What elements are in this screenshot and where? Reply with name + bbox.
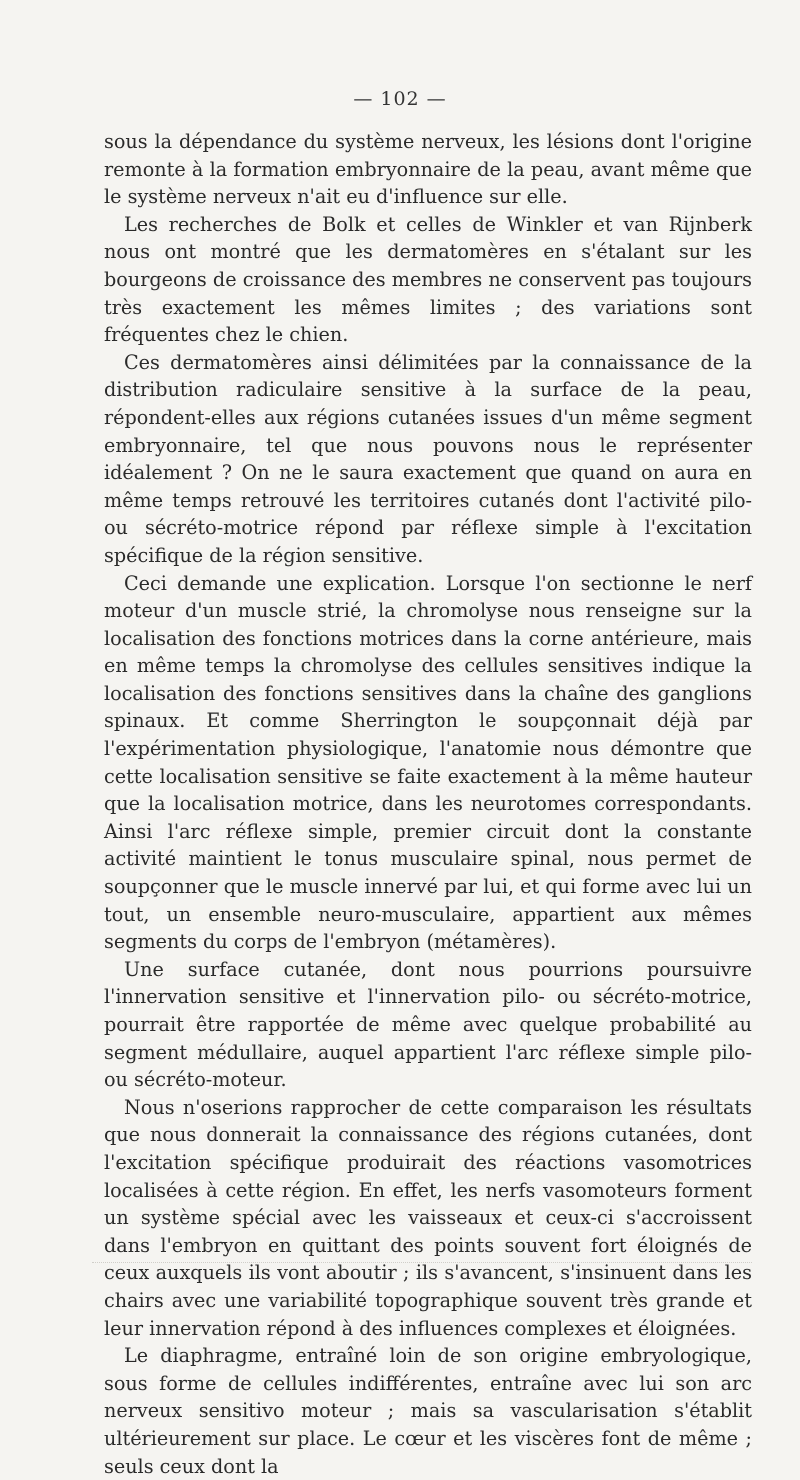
paragraph-6: Nous n'oserions rapprocher de cette comparaison les résultats que nous donnerait la connaissance des régions cutanées, dont l'excitation spécifique produirait des réactions vasomotrices localisées à cette région. En effet, les nerfs vasomoteurs forment un système spécial avec les vaisseaux et ceux-ci s'accroissent dans l'embryon en quittant des points souvent fort éloignés de ceux auxquels ils vont aboutir ; ils s'avancent, s'insinuent dans les chairs avec une variabilité topographique souvent très grande et leur innervation répond à des influences complexes et éloignées. — [104, 1095, 752, 1340]
body-text — [104, 128, 752, 1480]
paragraph-3: Ces dermatomères ainsi délimitées par la connaissance de la distribution radiculaire sensitive à la surface de la peau, répondent-elles aux régions cutanées issues d'un même segment embryonnaire, tel que nous pouvons nous le représenter idéalement ? On ne le saura exactement que quand on aura en même temps retrouvé les territoires cutanés dont l'activité pilo- ou sécréto-motrice répond par réflexe simple à l'excitation spécifique de la région sensitive. — [104, 350, 752, 567]
paragraph-5: Une surface cutanée, dont nous pourrions poursuivre l'innervation sensitive et l'innervation pilo- ou sécréto-motrice, pourrait être rapportée de même avec quelque probabilité au segment médullaire, auquel appartient l'arc réflexe simple pilo- ou sécréto-moteur. — [104, 957, 752, 1092]
paragraph-4: Ceci demande une explication. Lorsque l'on sectionne le nerf moteur d'un muscle strié, la chromolyse nous renseigne sur la localisation des fonctions motrices dans la corne antérieure, mais en même temps la chromolyse des cellules sensitives indique la localisation des fonctions sensitives dans la chaîne des ganglions spinaux. Et comme Sherrington le soupçonnait déjà par l'expérimentation physiologique, l'anatomie nous démontre que cette localisation sensitive se faite exactement à la même hauteur que la localisation motrice, dans les neurotomes correspondants. Ainsi l'arc réflexe simple, premier circuit dont la constante activité maintient le tonus musculaire spinal, nous permet de soupçonner que le muscle innervé par lui, et qui forme avec lui un tout, un ensemble neuro-musculaire, appartient aux mêmes segments du corps de l'embryon (métamères). — [104, 571, 752, 954]
paragraph-2: Les recherches de Bolk et celles de Winkler et van Rijnberk nous ont montré que les dermatomères en s'étalant sur les bourgeons de croissance des membres ne conservent pas toujours très exactement les mêmes limites ; des variations sont fréquentes chez le chien. — [104, 212, 752, 347]
footer-rule — [92, 1262, 752, 1263]
page-number: — 102 — — [353, 88, 447, 110]
paragraph-7: Le diaphragme, entraîné loin de son origine embryologique, sous forme de cellules indifférentes, entraîne avec lui son arc nerveux sensitivo moteur ; mais sa vascularisation s'établit ultérieurement sur place. Le cœur et les viscères font de même ; seuls ceux dont la — [104, 1344, 752, 1478]
paragraph-1: sous la dépendance du système nerveux, les lésions dont l'origine remonte à la formation embryonnaire de la peau, avant même que le système nerveux n'ait eu d'influence sur elle. — [104, 130, 752, 209]
